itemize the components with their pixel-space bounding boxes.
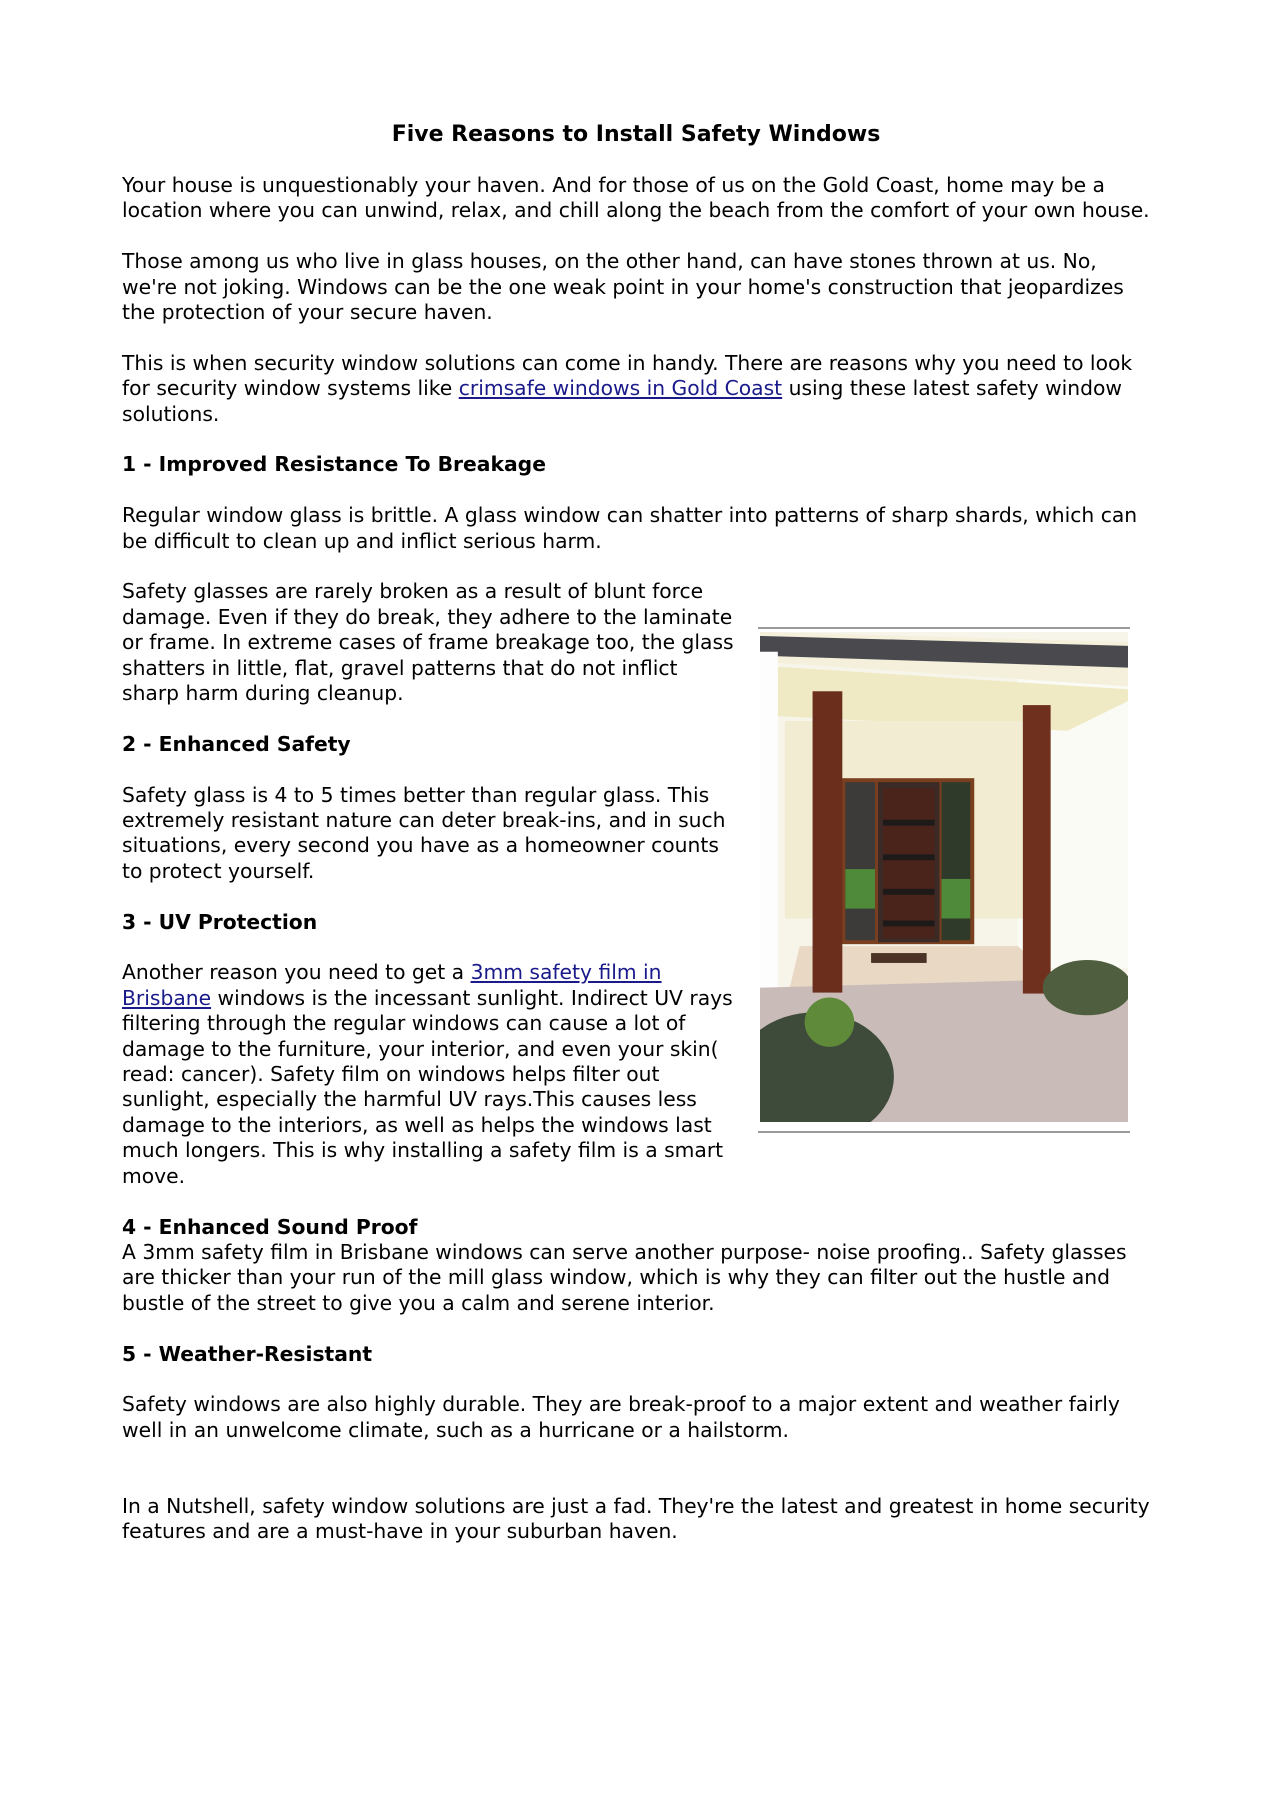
section-heading-1: 1 - Improved Resistance To Breakage xyxy=(122,452,546,477)
intro-paragraph: Those among us who live in glass houses, on the other hand, can have stones thrown at us. No, we're not joking. Windows can be the one weak point in your home's construction that jeopardizes the protection of your secure haven. xyxy=(122,249,1124,325)
section-heading-4: 4 - Enhanced Sound Proof xyxy=(122,1214,418,1239)
intro-paragraph: Your house is unquestionably your haven. And for those of us on the Gold Coast, home may be a location where you can unwind, relax, and chill along the beach from the comfort of your own house. xyxy=(122,173,1150,223)
porch-photo-figure xyxy=(758,605,1158,1197)
intro-paragraph: This is when security window solutions can come in handy. There are reasons why you need to look for security window systems like crimsafe windows in Gold Coast using these latest safety window solutions. xyxy=(122,350,1133,426)
safety-film-link[interactable]: 3mm safety film in Brisbane xyxy=(122,960,662,1010)
section-paragraph: Another reason you need to get a 3mm safety film in Brisbane windows is the incessant sunlight. Indirect UV rays filtering through the regular windows can cause a lot of damage to the furniture, your interior, and even your skin( read: cancer). Safety film on windows helps filter out sunlight, especially the harmful UV rays.This causes less damage to the interiors, as well as helps the windows last much longers. This is why installing a safety film is a smart move. xyxy=(122,960,733,1188)
section-heading-2: 2 - Enhanced Safety xyxy=(122,731,351,756)
photo-frame xyxy=(758,627,1130,1133)
section-paragraph: Safety glass is 4 to 5 times better than regular glass. This extremely resistant nature can deter break-ins, and in such situations, every second you have as a homeowner counts to protect yourself. xyxy=(122,782,726,883)
page-title: Five Reasons to Install Safety Windows xyxy=(391,122,881,147)
crimsafe-link[interactable]: crimsafe windows in Gold Coast xyxy=(458,376,783,401)
document-body xyxy=(122,173,1158,1570)
conclusion-paragraph: In a Nutshell, safety window solutions are just a fad. They're the latest and greatest in home security features and are a must-have in your suburban haven. xyxy=(122,1493,1150,1544)
section-heading-5: 5 - Weather-Resistant xyxy=(122,1341,373,1366)
section-paragraph: Safety windows are also highly durable. They are break-proof to a major extent and weather fairly well in an unwelcome climate, such as a hurricane or a hailstorm. xyxy=(122,1392,1120,1442)
porch-photo xyxy=(760,632,1128,1122)
section-paragraph: Safety glasses are rarely broken as a result of blunt force damage. Even if they do break, they adhere to the laminate or frame. In extreme cases of frame breakage too, the glass shatters in little, flat, gravel patterns that do not inflict sharp harm during cleanup. xyxy=(122,579,1158,706)
section-paragraph: Regular window glass is brittle. A glass window can shatter into patterns of sharp shards, which can be difficult to clean up and inflict serious harm. xyxy=(122,503,1138,553)
section-paragraph: A 3mm safety film in Brisbane windows can serve another purpose- noise proofing.. Safety glasses are thicker than your run of the mill glass window, which is why they can filter out the hustle and bustle of the street to give you a calm and serene interior. xyxy=(122,1239,1127,1315)
section-heading-3: 3 - UV Protection xyxy=(122,909,318,934)
